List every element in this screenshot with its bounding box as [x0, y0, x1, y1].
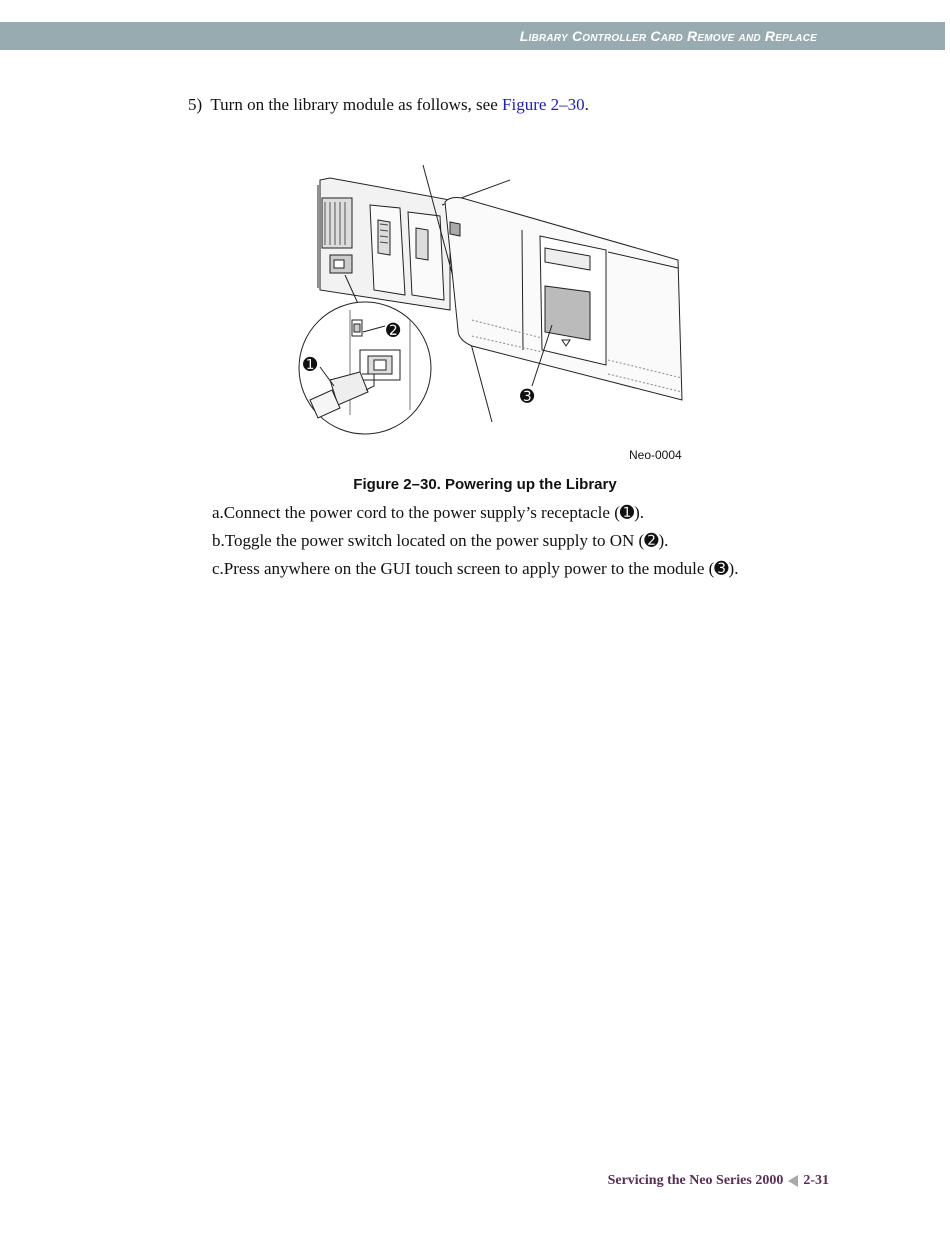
figure-caption: Figure 2–30. Powering up the Library: [353, 476, 617, 493]
step-text: Turn on the library module as follows, see: [210, 95, 503, 114]
step-end: .: [584, 95, 589, 114]
library-power-illustration: [290, 160, 690, 450]
footer-title: Servicing the Neo Series 2000: [607, 1173, 784, 1188]
figure-link[interactable]: Figure 2–30: [502, 95, 585, 114]
page-number: 2-31: [803, 1173, 829, 1188]
triangle-left-icon: [788, 1175, 798, 1187]
callout-2: ➋: [386, 321, 401, 341]
figure-id: Neo-0004: [629, 448, 682, 462]
substep-a: a.Connect the power cord to the power supply’s receptacle (➊).: [212, 503, 645, 522]
step-number: 5): [188, 95, 203, 114]
substep-c: c.Press anywhere on the GUI touch screen to apply power to the module (➌).: [212, 559, 739, 578]
substep-b: b.Toggle the power switch located on the power supply to ON (➋).: [212, 531, 669, 550]
running-header: [0, 22, 945, 50]
step-5: [188, 95, 589, 115]
callout-3: ➌: [520, 387, 535, 407]
page-footer: [608, 1173, 829, 1189]
header-title: Library Controller Card Remove and Replace: [519, 28, 817, 44]
callout-1: ➊: [303, 355, 318, 375]
